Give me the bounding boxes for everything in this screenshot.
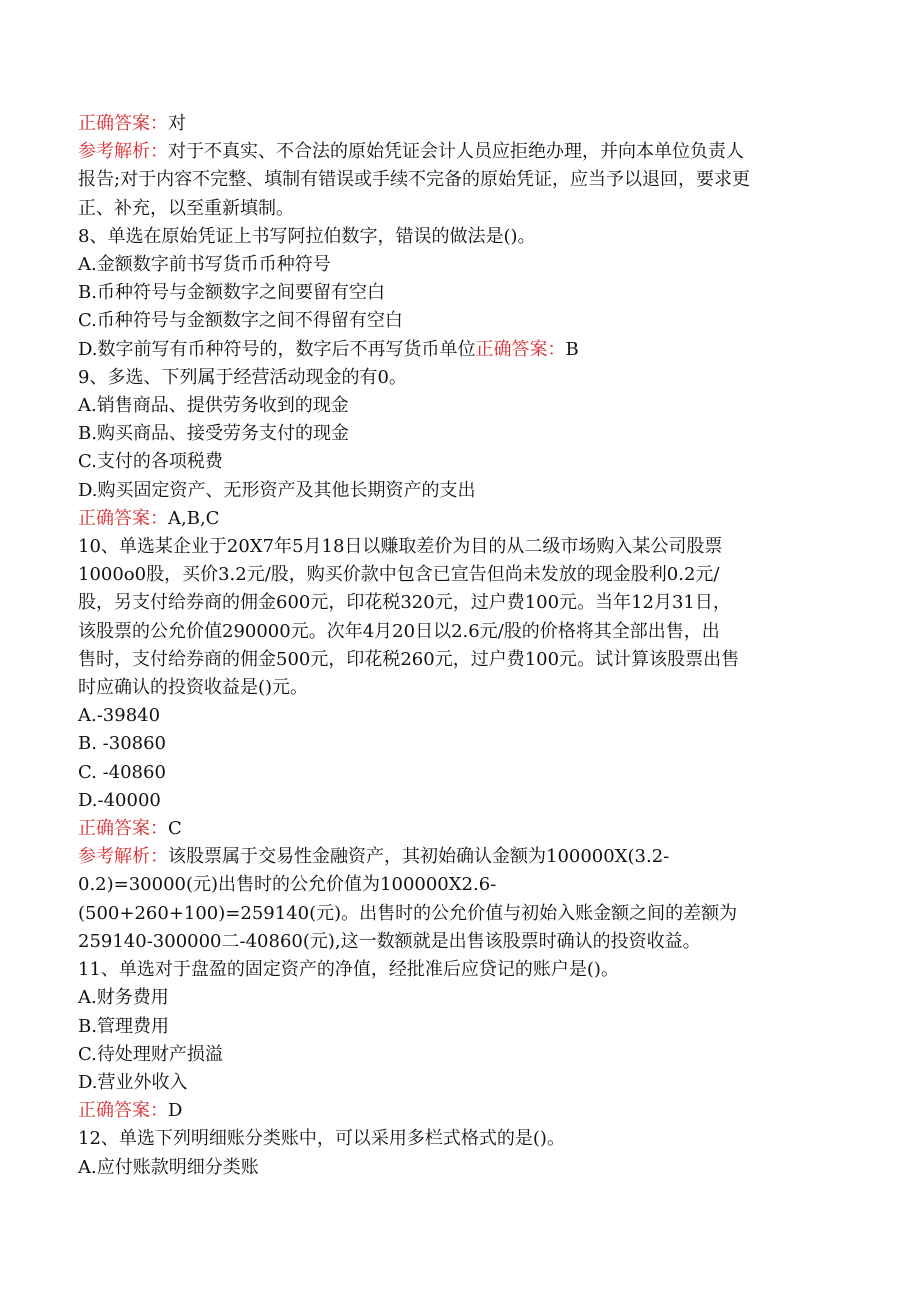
- option-c: C.币种符号与金额数字之间不得留有空白: [78, 310, 403, 332]
- analysis-text: 对于不真实、不合法的原始凭证会计人员应拒绝办理，并向本单位负责人: [168, 141, 744, 163]
- answer-label: 正确答案：: [78, 818, 168, 840]
- option-a: A.财务费用: [78, 987, 169, 1009]
- option-c: C. -40860: [78, 761, 166, 783]
- answer-label: 正确答案：: [78, 507, 168, 529]
- answer-value: 对: [168, 113, 186, 134]
- analysis-text: 该股票属于交易性金融资产，其初始确认金额为100000X(3.2-: [168, 846, 670, 868]
- option-c: C.待处理财产损溢: [78, 1043, 223, 1065]
- analysis-line: 259140-300000二-40860(元),这一数额就是出售该股票时确认的投资收益。: [78, 930, 701, 952]
- document-page: [78, 110, 838, 1182]
- answer-label: 正确答案：: [78, 1100, 168, 1122]
- option-b: B.购买商品、接受劳务支付的现金: [78, 423, 349, 445]
- analysis-line: [78, 843, 838, 871]
- question-stem: 11、单选对于盘盈的固定资产的净值，经批准后应贷记的账户是()。: [78, 959, 619, 981]
- question-stem: 股，另支付给券商的佣金600元，印花税320元，过户费100元。当年12月31日，: [78, 592, 731, 614]
- answer-value: C: [168, 818, 182, 840]
- option-d: [78, 336, 838, 364]
- answer-label: 正确答案：: [78, 113, 168, 134]
- analysis-line: 0.2)=30000(元)出售时的公允价值为100000X2.6-: [78, 874, 497, 896]
- question-stem: 时应确认的投资收益是()元。: [78, 677, 309, 699]
- answer-line: [78, 1097, 838, 1125]
- question-stem: 售时，支付给券商的佣金500元，印花税260元，过户费100元。试计算该股票出售: [78, 648, 740, 670]
- analysis-line: 正、补充，以至重新填制。: [78, 197, 294, 219]
- option-b: B.管理费用: [78, 1015, 169, 1037]
- answer-value: D: [168, 1100, 183, 1122]
- option-c: C.支付的各项税费: [78, 451, 223, 473]
- option-d-text: D.数字前写有币种符号的，数字后不再写货币单位: [78, 338, 476, 360]
- option-b: B. -30860: [78, 733, 167, 755]
- answer-line: [78, 110, 838, 138]
- option-d: D.-40000: [78, 789, 161, 811]
- question-stem: 9、多选、下列属于经营活动现金的有0。: [78, 366, 407, 388]
- question-stem: 8、单选在原始凭证上书写阿拉伯数字，错误的做法是()。: [78, 225, 536, 247]
- answer-value: B: [565, 338, 579, 360]
- option-a: A.销售商品、提供劳务收到的现金: [78, 395, 349, 417]
- option-a: A.金额数字前书写货币币种符号: [78, 254, 331, 276]
- question-stem: 1000o0股，买价3.2元/股，购买价款中包含已宣告但尚未发放的现金股利0.2元/: [78, 564, 720, 586]
- option-a: A.-39840: [78, 705, 161, 727]
- option-a: A.应付账款明细分类账: [78, 1156, 259, 1178]
- option-d: D.购买固定资产、无形资产及其他长期资产的支出: [78, 479, 476, 501]
- analysis-line: 报告;对于内容不完整、填制有错误或手续不完备的原始凭证，应当予以退回，要求更: [78, 169, 751, 191]
- option-d: D.营业外收入: [78, 1071, 188, 1093]
- analysis-label: 参考解析：: [78, 846, 168, 868]
- answer-line: [78, 815, 838, 843]
- question-stem: 12、单选下列明细账分类账中，可以采用多栏式格式的是()。: [78, 1128, 565, 1150]
- analysis-line: (500+260+100)=259140(元)。出售时的公允价值与初始入账金额之间的差额为: [78, 902, 738, 924]
- question-stem: 10、单选某企业于20X7年5月18日以赚取差价为目的从二级市场购入某公司股票: [78, 536, 723, 558]
- answer-line: [78, 505, 838, 533]
- answer-value: A,B,C: [168, 507, 220, 529]
- analysis-line: [78, 138, 838, 166]
- answer-label: 正确答案：: [475, 338, 566, 360]
- question-stem: 该股票的公允价值290000元。次年4月20日以2.6元/股的价格将其全部出售，出: [78, 620, 720, 642]
- analysis-label: 参考解析：: [78, 141, 168, 163]
- option-b: B.币种符号与金额数字之间要留有空白: [78, 282, 385, 304]
